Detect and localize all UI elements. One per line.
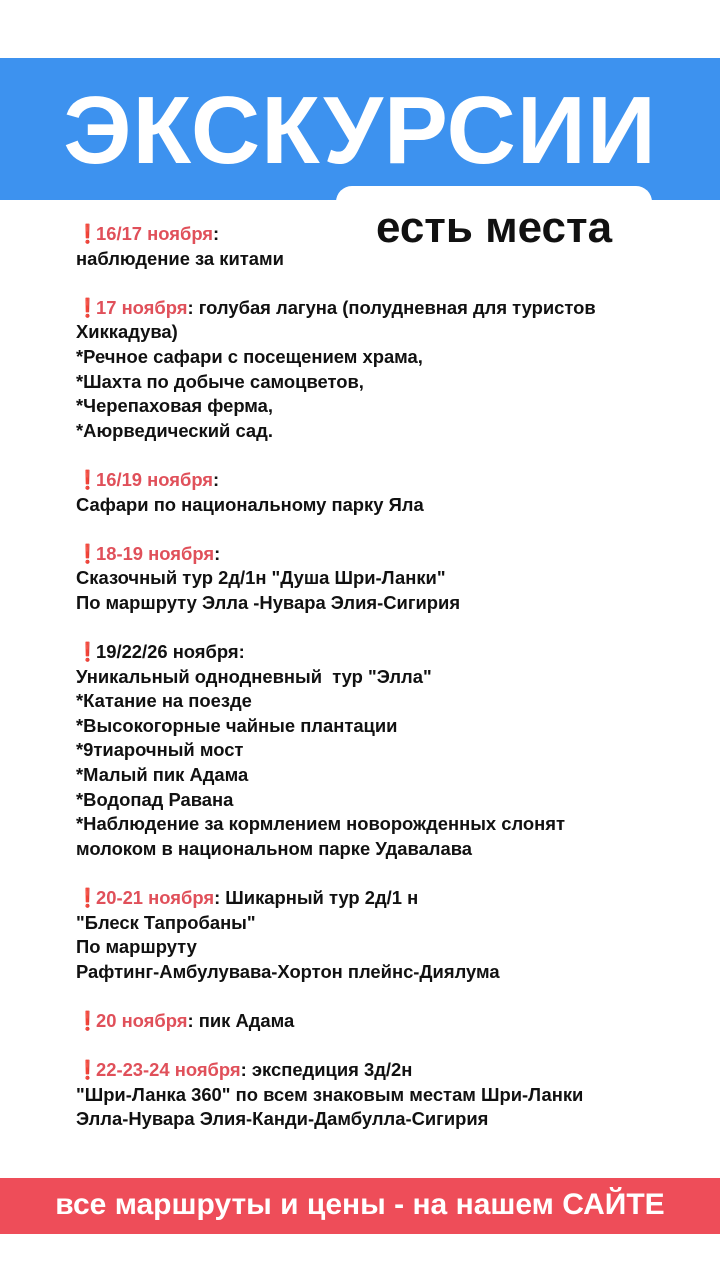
tour-line: *Черепаховая ферма, xyxy=(76,395,274,417)
tour-date: 16/19 ноября xyxy=(96,468,214,490)
tour-line: Сафари по национальному парку Яла xyxy=(76,493,424,515)
tour-line: молоком в национальном парке Удавалава xyxy=(76,837,472,859)
tour-date: 18-19 ноября xyxy=(96,542,215,564)
list-item xyxy=(76,222,696,271)
page-title: ЭКСКУРСИИ xyxy=(63,77,657,184)
tour-line: *Малый пик Адама xyxy=(76,764,249,786)
tour-line: "Блеск Тапробаны" xyxy=(76,911,256,933)
exclamation-icon: ❗ xyxy=(76,223,99,244)
tour-line: наблюдение за китами xyxy=(76,247,284,269)
tour-line: По маршруту Элла -Нувара Элия-Сигирия xyxy=(76,591,461,613)
tour-heading: : голубая лагуна (полудневная для туристов xyxy=(187,296,596,318)
tour-line: *Высокогорные чайные плантации xyxy=(76,714,398,736)
tour-date: 20 ноября xyxy=(96,1010,188,1031)
list-item xyxy=(76,1058,696,1132)
tour-line: Элла-Нувара Элия-Канди-Дамбулла-Сигирия xyxy=(76,1108,489,1130)
list-item xyxy=(76,640,696,861)
exclamation-icon: ❗ xyxy=(76,542,99,564)
tour-line: *Аюрведический сад. xyxy=(76,419,273,441)
tour-heading: : экспедиция 3д/2н xyxy=(240,1059,413,1081)
list-item xyxy=(76,542,696,616)
tour-line: Уникальный однодневный тур "Элла" xyxy=(76,665,432,687)
tour-heading: : xyxy=(214,542,221,564)
website-link[interactable]: все маршруты и цены - на нашем САЙТЕ xyxy=(55,1188,665,1221)
tour-line: Рафтинг-Амбулувава-Хортон плейнс-Диялума xyxy=(76,960,500,982)
tour-heading: 19/22/26 ноября: xyxy=(96,641,245,663)
tour-line: *Шахта по добыче самоцветов, xyxy=(76,370,364,392)
tour-line: *Наблюдение за кормлением новорожденных слонят xyxy=(76,813,565,835)
tour-line: "Шри-Ланка 360" по всем знаковым местам Шри-Ланки xyxy=(76,1083,584,1105)
exclamation-icon: ❗ xyxy=(76,1010,99,1031)
exclamation-icon: ❗ xyxy=(76,887,99,909)
tour-line: Сказочный тур 2д/1н "Душа Шри-Ланки" xyxy=(76,567,446,589)
list-item xyxy=(76,468,696,517)
list-item xyxy=(76,1009,696,1034)
tour-date: 16/17 ноября xyxy=(96,223,214,244)
tour-date: 22-23-24 ноября xyxy=(96,1059,241,1081)
tour-date: 20-21 ноября xyxy=(96,887,215,909)
tour-line: По маршруту xyxy=(76,936,197,958)
exclamation-icon: ❗ xyxy=(76,468,99,490)
availability-badge: есть места xyxy=(375,203,613,252)
tour-heading: : xyxy=(213,468,220,490)
exclamation-icon: ❗ xyxy=(76,641,99,663)
exclamation-icon: ❗ xyxy=(76,296,99,318)
list-item xyxy=(76,296,696,444)
exclamation-icon: ❗ xyxy=(76,1059,99,1081)
tour-heading: : пик Адама xyxy=(187,1010,295,1031)
tour-heading: : Шикарный тур 2д/1 н xyxy=(214,887,419,909)
tour-date: 17 ноября xyxy=(96,296,188,318)
tour-line: Хиккадува) xyxy=(76,321,178,343)
tour-heading: : xyxy=(213,223,220,244)
tour-line: *Катание на поезде xyxy=(76,690,252,712)
list-item xyxy=(76,886,696,984)
tour-line: *Речное сафари с посещением храма, xyxy=(76,345,423,367)
tour-list xyxy=(76,222,696,1157)
tour-line: *9тиарочный мост xyxy=(76,739,244,761)
tour-line: *Водопад Равана xyxy=(76,788,234,810)
